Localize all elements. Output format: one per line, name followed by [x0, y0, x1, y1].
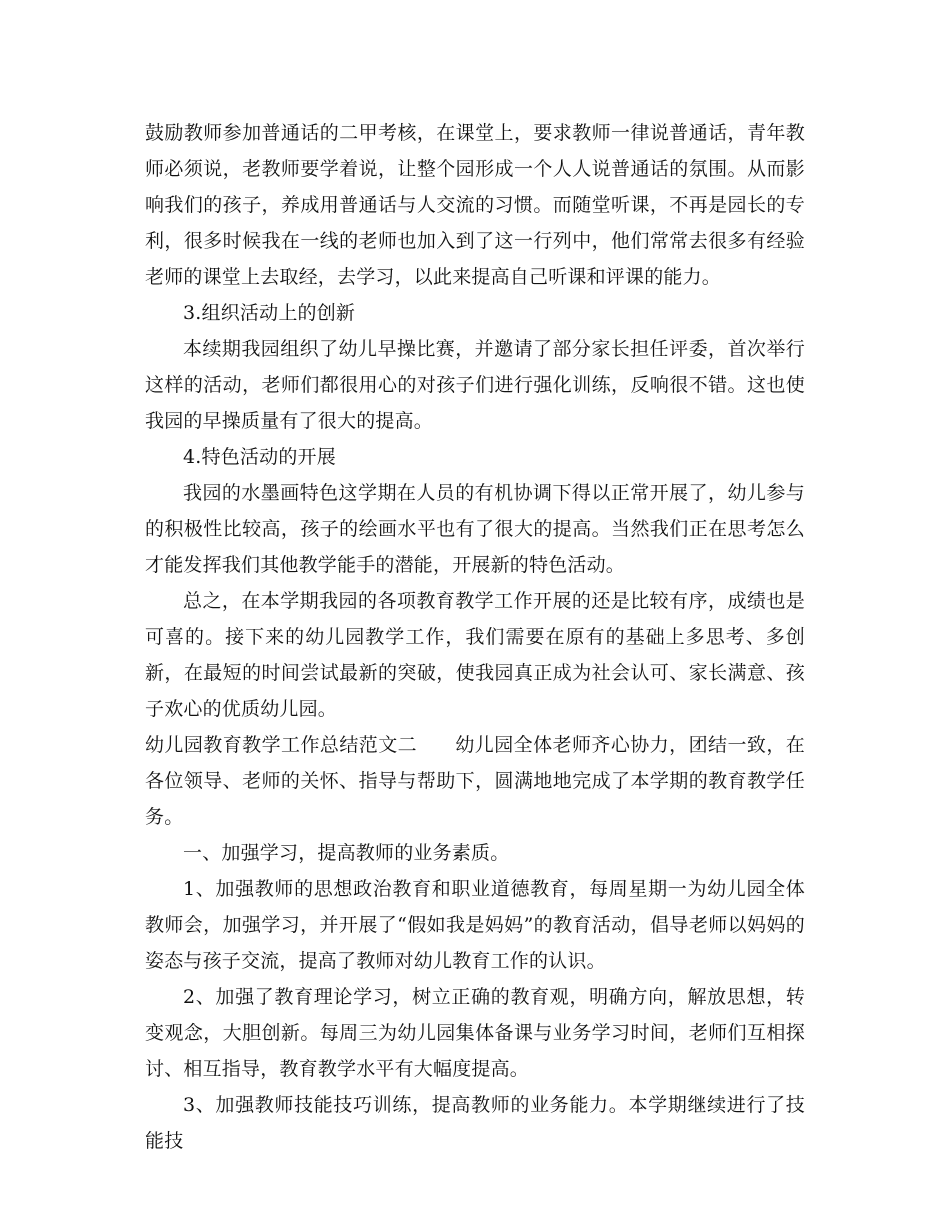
list-item-3: 3、加强教师技能技巧训练，提高教师的业务能力。本学期继续进行了技能技: [145, 1094, 805, 1152]
document-body: [145, 115, 805, 1159]
article-title-2: 幼儿园教育教学工作总结范文二: [145, 734, 418, 756]
section-two-intro: [145, 727, 805, 835]
paragraph-intro-2: 幼儿园全体老师齐心协力，团结一致，在各位领导、老师的关怀、指导与帮助下，圆满地地完成了本学期的教育教学任务。: [145, 734, 805, 828]
paragraph-summary: 总之，在本学期我园的各项教育教学工作开展的还是比较有序，成绩也是可喜的。接下来的幼儿园教学工作，我们需要在原有的基础上多思考、多创新，在最短的时间尝试最新的突破，使我园真正成为社会认可、家长满意、孩子欢心的优质幼儿园。: [145, 590, 805, 720]
paragraph-morning-exercise: 本续期我园组织了幼儿早操比赛，并邀请了部分家长担任评委，首次举行这样的活动，老师们都很用心的对孩子们进行强化训练，反响很不错。这也使我园的早操质量有了很大的提高。: [145, 338, 805, 432]
paragraph-ink-painting: 我园的水墨画特色这学期在人员的有机协调下得以正常开展了，幼儿参与的积极性比较高，孩子的绘画水平也有了很大的提高。当然我们正在思考怎么才能发挥我们其他教学能手的潜能，开展新的特色活动。: [145, 482, 805, 576]
heading-organize-activities: 3.组织活动上的创新: [183, 302, 356, 324]
list-item-2: 2、加强了教育理论学习，树立正确的教育观，明确方向，解放思想，转变观念，大胆创新。每周三为幼儿园集体备课与业务学习时间，老师们互相探讨、相互指导，教育教学水平有大幅度提高。: [145, 986, 805, 1080]
section-heading-study: 一、加强学习，提高教师的业务素质。: [183, 842, 510, 864]
paragraph-continuation: 鼓励教师参加普通话的二甲考核，在课堂上，要求教师一律说普通话，青年教师必须说，老教师要学着说，让整个园形成一个人人说普通话的氛围。从而影响我们的孩子，养成用普通话与人交流的习惯。而随堂听课，不再是园长的专利，很多时候我在一线的老师也加入到了这一行列中，他们常常去很多有经验老师的课堂上去取经，去学习，以此来提高自己听课和评课的能力。: [145, 122, 805, 288]
list-item-1: 1、加强教师的思想政治教育和职业道德教育，每周星期一为幼儿园全体教师会，加强学习，并开展了“假如我是妈妈”的教育活动，倡导老师以妈妈的姿态与孩子交流，提高了教师对幼儿教育工作的认识。: [145, 878, 805, 972]
heading-special-activities: 4.特色活动的开展: [183, 446, 336, 468]
